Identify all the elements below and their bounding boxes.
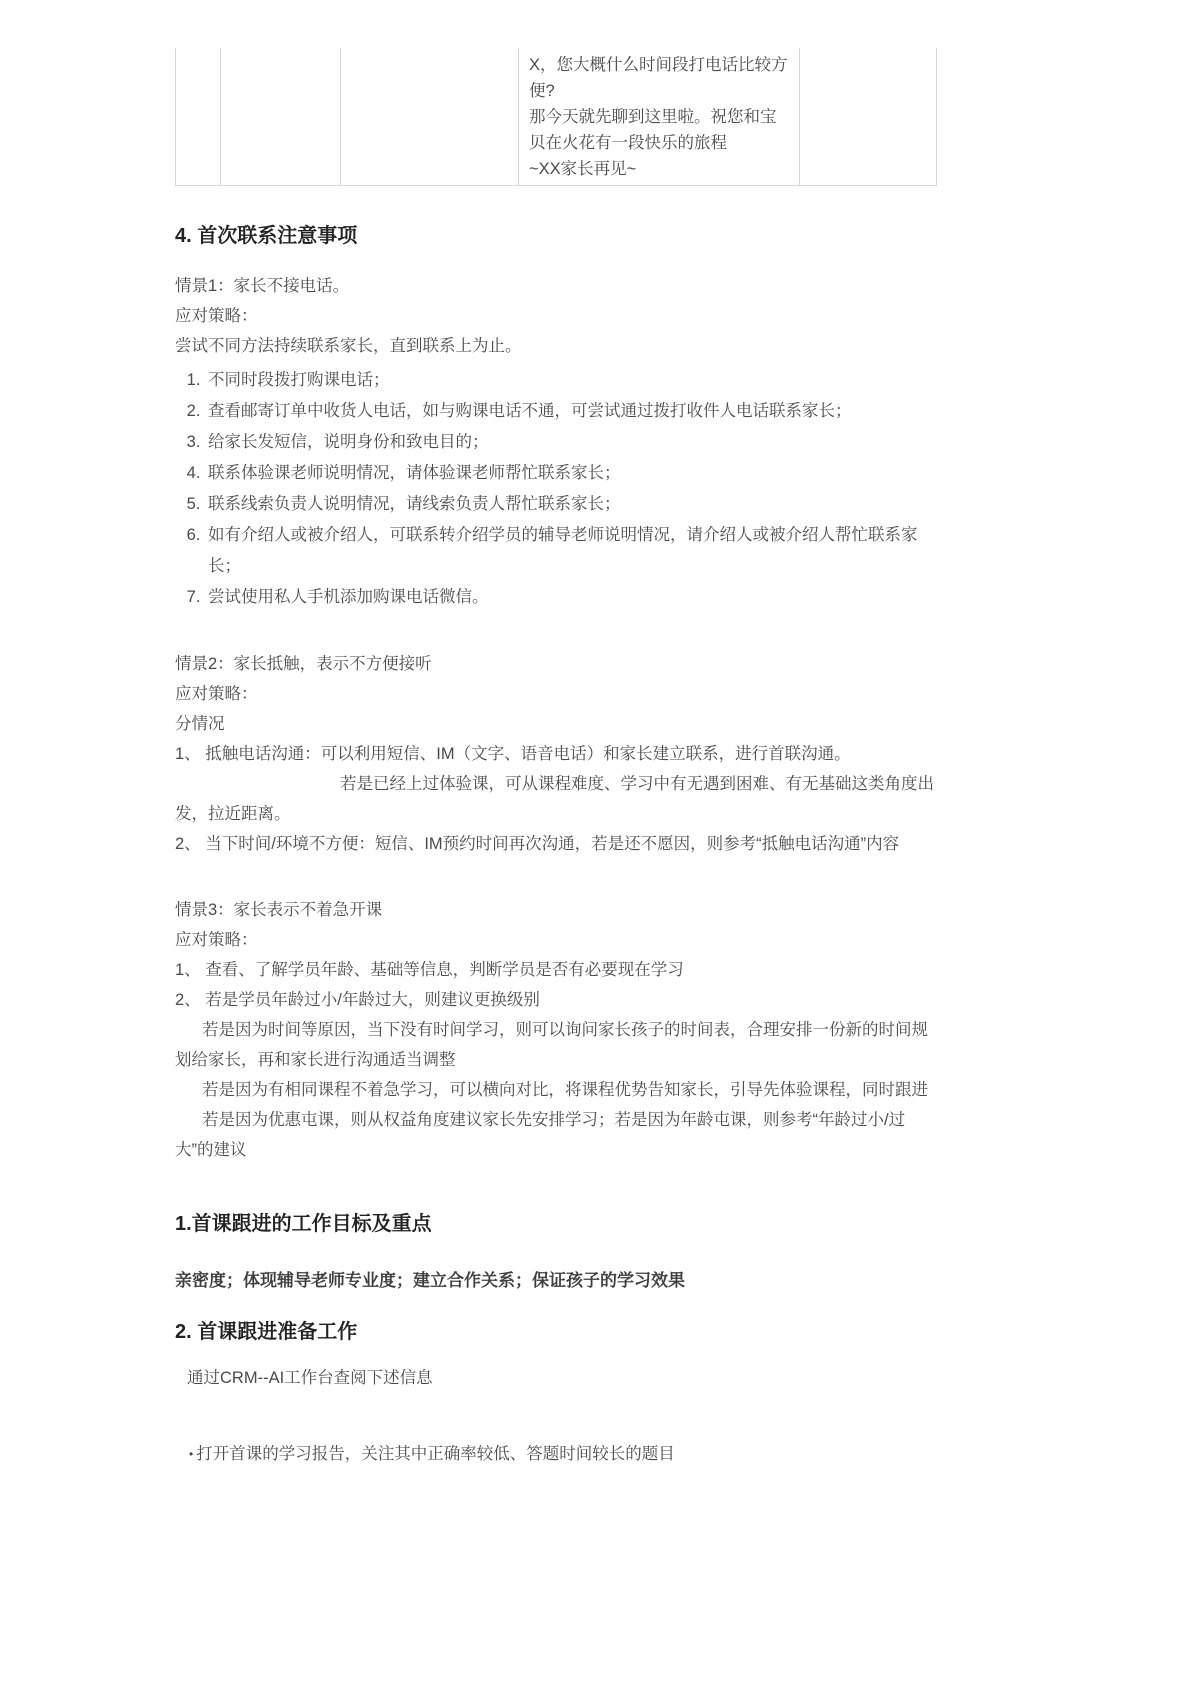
scenario1-step-list	[205, 365, 937, 613]
list-item: 7. 尝试使用私人手机添加购课电话微信。	[205, 582, 937, 613]
goals-summary: 亲密度；体现辅导老师专业度；建立合作关系；保证孩子的学习效果	[175, 1271, 685, 1290]
scenario3-point-1: 1、 查看、了解学员年龄、基础等信息，判断学员是否有必要现在学习	[175, 961, 684, 979]
script-line: 那今天就先聊到这里啦。祝您和宝贝在火花有一段快乐的旅程	[529, 108, 777, 152]
prep-bullet-text: 打开首课的学习报告，关注其中正确率较低、答题时间较长的题目	[196, 1445, 675, 1463]
scenario2-sub-label: 分情况	[175, 715, 225, 733]
heading-first-contact-notes: 4. 首次联系注意事项	[175, 225, 358, 247]
bullet-icon: •	[189, 1447, 194, 1461]
table-cell-script	[518, 48, 799, 185]
heading-first-lesson-goals: 1.首课跟进的工作目标及重点	[175, 1213, 432, 1235]
table-cell-empty-4	[799, 48, 936, 185]
scenario3-detail-3: 若是因为优惠屯课，则从权益角度建议家长先安排学习；若是因为年龄屯课，则参考“年龄过小/过大”的建议	[175, 1111, 906, 1159]
list-item: 5. 联系线索负责人说明情况，请线索负责人帮忙联系家长；	[205, 489, 937, 520]
scenario1-title: 情景1：家长不接电话。	[175, 277, 350, 295]
table-cell-empty-2	[220, 48, 340, 185]
document-content	[175, 0, 937, 1469]
scenario3-title: 情景3：家长表示不着急开课	[175, 901, 383, 919]
scenario2-point-2: 2、 当下时间/环境不方便：短信、IM预约时间再次沟通，若是还不愿因，则参考“抵触电话沟通”内容	[175, 835, 900, 853]
script-line: X，您大概什么时间段打电话比较方便?	[529, 56, 788, 100]
table-cell-empty-1	[175, 48, 220, 185]
script-line: ~XX家长再见~	[529, 160, 637, 178]
table-cell-empty-3	[340, 48, 518, 185]
list-item: 2. 查看邮寄订单中收货人电话，如与购课电话不通，可尝试通过拨打收件人电话联系家长；	[205, 396, 937, 427]
scenario2-strategy-label: 应对策略：	[175, 685, 258, 703]
prep-intro: 通过CRM--AI工作台查阅下述信息	[187, 1369, 433, 1387]
scenario2-title: 情景2：家长抵触，表示不方便接听	[175, 655, 432, 673]
scenario3-detail-2: 若是因为有相同课程不着急学习，可以横向对比，将课程优势告知家长，引导先体验课程，同时跟进	[202, 1081, 928, 1099]
list-item: 3. 给家长发短信，说明身份和致电目的；	[205, 427, 937, 458]
scenario2-point-1: 1、 抵触电话沟通：可以利用短信、IM（文字、语音电话）和家长建立联系，进行首联沟通。	[175, 745, 851, 763]
list-item: 6. 如有介绍人或被介绍人，可联系转介绍学员的辅导老师说明情况，请介绍人或被介绍人帮忙联系家长；	[205, 520, 937, 582]
heading-first-lesson-prep: 2. 首课跟进准备工作	[175, 1321, 358, 1343]
scenario3-point-2: 2、 若是学员年龄过小/年龄过大，则建议更换级别	[175, 991, 540, 1009]
scenario2-point-1-detail: 若是已经上过体验课，可从课程难度、学习中有无遇到困难、有无基础这类角度出发，拉近距离。	[175, 775, 934, 823]
table-fragment	[175, 48, 937, 186]
list-item: 1. 不同时段拨打购课电话；	[205, 365, 937, 396]
scenario1-strategy-label: 应对策略：	[175, 307, 258, 325]
scenario3-detail-1: 若是因为时间等原因，当下没有时间学习，则可以询问家长孩子的时间表，合理安排一份新的时间规划给家长，再和家长进行沟通适当调整	[175, 1021, 928, 1069]
list-item: 4. 联系体验课老师说明情况，请体验课老师帮忙联系家长；	[205, 458, 937, 489]
scenario1-intro: 尝试不同方法持续联系家长，直到联系上为止。	[175, 337, 522, 355]
scenario3-strategy-label: 应对策略：	[175, 931, 258, 949]
prep-bullet-item	[189, 1439, 937, 1469]
